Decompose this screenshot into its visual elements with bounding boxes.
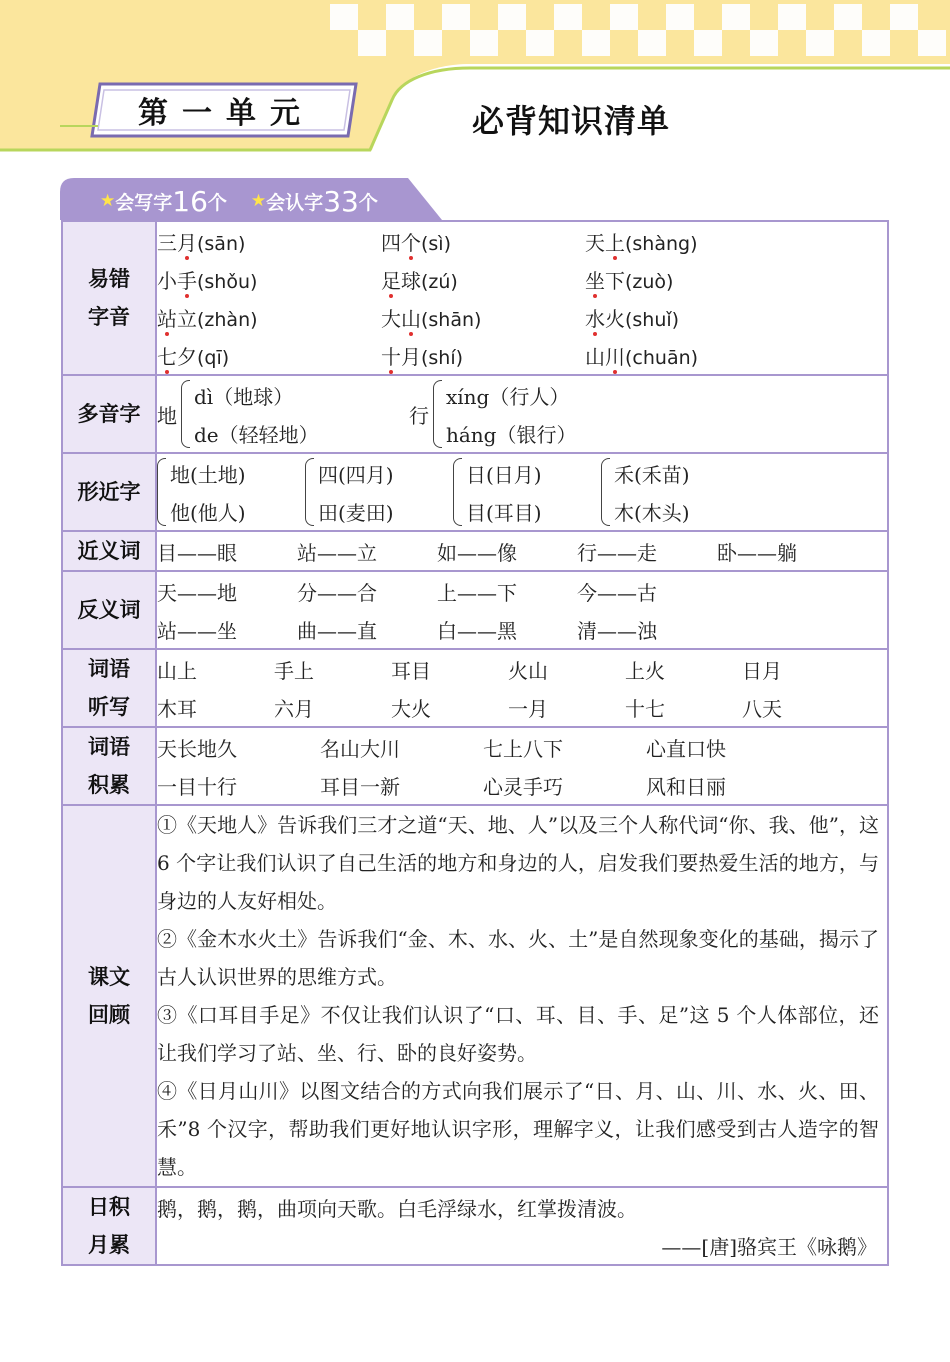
word-char: 个: [401, 227, 421, 256]
word-char: 山: [401, 303, 421, 332]
pronunciation-row: [157, 222, 887, 260]
review-paragraph: ③《口耳目手足》不仅让我们认识了“口、耳、目、手、足”这 5 个人体部位，还让我们学习了站、坐、行、卧的良好姿势。: [157, 1003, 879, 1065]
pronunciation-item: [381, 341, 585, 370]
daily-content: [156, 1187, 888, 1265]
dictation-item: 木耳: [157, 696, 197, 721]
review-paragraph: ①《天地人》告诉我们三才之道“天、地、人”以及三个人称代词“你、我、他”，这 6 个字让我们认识了自己生活的地方和身边的人，启发我们要热爱生活的地方，与身边的人友好相处。: [157, 813, 879, 913]
poem-text: 鹅，鹅，鹅，曲项向天歌。白毛浮绿水，红掌拨清波。: [157, 1196, 637, 1221]
label-dictation: 词语 听写: [62, 649, 156, 727]
dictation-item: 上火: [625, 658, 665, 683]
label-antonyms: 反义词: [62, 571, 156, 649]
pronunciation-row: [157, 336, 887, 374]
synonym-row: [157, 532, 887, 570]
pronunciation-item: [585, 227, 785, 256]
polyphone-group: [157, 376, 409, 452]
word-char: 十: [381, 341, 401, 370]
similar-shape-group: [453, 454, 601, 530]
word-char: 小: [157, 268, 177, 293]
synonym-item: 如——像: [437, 540, 517, 565]
word-char: 球: [401, 268, 421, 293]
label-daily: 日积 月累: [62, 1187, 156, 1265]
dictation-item: 耳目: [391, 658, 431, 683]
antonym-row: [157, 610, 887, 648]
similar-shape-item: 木(木头): [614, 500, 690, 525]
polyphone-char: 行: [409, 403, 429, 428]
word-char: 手: [177, 265, 197, 294]
row-similar-shapes: [62, 453, 888, 531]
unit-title: 第一单元: [138, 96, 314, 131]
similar-shape-item: 他(他人): [170, 500, 246, 525]
dictation-item: 十七: [625, 696, 665, 721]
label-pronunciation: 易错 字音: [62, 221, 156, 375]
label-accumulation: 词语 积累: [62, 727, 156, 805]
accumulation-row: [157, 766, 887, 804]
row-daily: [62, 1187, 888, 1265]
similar-shape-group: [305, 454, 453, 530]
pronunciation-item: [157, 227, 381, 256]
pronunciation-content: [156, 221, 888, 375]
word-char: 七: [157, 341, 177, 370]
synonym-item: 目——眼: [157, 540, 237, 565]
brace-icon: [157, 458, 166, 526]
row-review: [62, 805, 888, 1187]
pinyin: (zhàn): [197, 308, 258, 331]
synonym-item: 站——立: [297, 540, 377, 565]
similar-shape-item: 田(麦田): [318, 500, 394, 525]
polyphone-groups: [157, 376, 887, 452]
pinyin: (qī): [197, 346, 230, 369]
character-count-text: ★ 会写字 16 个 ★ 会认字 33 个: [100, 184, 378, 218]
pinyin: (shǒu): [197, 270, 258, 293]
row-accumulation: [62, 727, 888, 805]
row-polyphones: [62, 375, 888, 453]
antonym-row: [157, 572, 887, 610]
antonym-item: 天——地: [157, 580, 237, 605]
similar-shapes-content: [156, 453, 888, 531]
dictation-item: 大火: [391, 696, 431, 721]
word-char: 下: [605, 268, 625, 293]
brace-icon: [433, 380, 442, 448]
antonym-item: 上——下: [437, 580, 517, 605]
similar-shape-item: 禾(禾苗): [614, 462, 690, 487]
pinyin: (chuān): [625, 346, 699, 369]
word-char: 四: [381, 230, 401, 255]
polyphone-readings: [446, 376, 577, 452]
label-synonyms: 近义词: [62, 531, 156, 571]
word-char: 火: [605, 306, 625, 331]
antonym-item: 清——浊: [577, 618, 657, 643]
pinyin: (shuǐ): [625, 308, 680, 331]
row-antonyms: [62, 571, 888, 649]
similar-shape-group: [157, 454, 305, 530]
word-char: 足: [381, 265, 401, 294]
pinyin: (shí): [421, 346, 464, 369]
word-char: 水: [585, 303, 605, 332]
similar-shape-pair: [466, 454, 542, 530]
poem-author: ——[唐]骆宾王《咏鹅》: [661, 1234, 877, 1259]
polyphones-content: [156, 375, 888, 453]
pronunciation-item: [157, 341, 381, 370]
antonym-item: 曲——直: [297, 618, 377, 643]
antonym-item: 今——古: [577, 580, 657, 605]
word-char: 月: [401, 344, 421, 369]
star-icon: ★: [250, 191, 267, 211]
pinyin: (zuò): [625, 270, 674, 293]
review-paragraph: ④《日月山川》以图文结合的方式向我们展示了“日、月、山、川、水、火、田、禾”8 个汉字，帮助我们更好地认识字形，理解字义，让我们感受到古人造字的智慧。: [157, 1079, 879, 1179]
label-polyphones: 多音字: [62, 375, 156, 453]
polyphone-group: [409, 376, 709, 452]
similar-shape-item: 日(日月): [466, 462, 542, 487]
polyphone-char: 地: [157, 403, 177, 428]
accumulation-item: 七上八下: [483, 736, 563, 761]
pronunciation-item: [585, 303, 785, 332]
similar-shape-pair: [614, 454, 690, 530]
dictation-item: 日月: [742, 658, 782, 683]
dictation-item: 六月: [274, 696, 314, 721]
similar-shape-item: 四(四月): [318, 462, 394, 487]
word-char: 天: [585, 230, 605, 255]
accumulation-item: 风和日丽: [646, 774, 726, 799]
label-similar-shapes: 形近字: [62, 453, 156, 531]
polyphone-reading: háng（银行）: [446, 422, 577, 447]
similar-shape-item: 地(土地): [170, 462, 246, 487]
word-char: 山: [585, 344, 605, 369]
brace-icon: [601, 458, 610, 526]
dictation-row: [157, 688, 887, 726]
word-char: 三: [157, 230, 177, 255]
accumulation-item: 名山大川: [320, 736, 400, 761]
antonym-item: 分——合: [297, 580, 377, 605]
pronunciation-item: [157, 303, 381, 332]
similar-shape-group: [601, 454, 749, 530]
dictation-item: 山上: [157, 658, 197, 683]
label-review: 课文 回顾: [62, 805, 156, 1187]
word-char: 坐: [585, 265, 605, 294]
pronunciation-row: [157, 260, 887, 298]
word-char: 川: [605, 341, 625, 370]
synonym-item: 卧——躺: [717, 540, 797, 565]
page-title: 必背知识清单: [472, 102, 671, 140]
word-char: 站: [157, 303, 177, 332]
dictation-item: 一月: [508, 696, 548, 721]
pinyin: (shān): [421, 308, 482, 331]
word-char: 立: [177, 306, 197, 331]
row-dictation: [62, 649, 888, 727]
antonym-item: 白——黑: [437, 618, 517, 643]
pinyin: (zú): [421, 270, 458, 293]
dictation-content: [156, 649, 888, 727]
knowledge-table: [61, 220, 889, 1266]
accumulation-content: [156, 727, 888, 805]
dictation-item: 手上: [274, 658, 314, 683]
similar-shape-item: 目(耳目): [466, 500, 542, 525]
dictation-item: 八天: [742, 696, 782, 721]
polyphone-reading: xíng（行人）: [446, 384, 570, 409]
synonym-item: 行——走: [577, 540, 657, 565]
similar-shape-groups: [157, 454, 887, 530]
accumulation-item: 天长地久: [157, 736, 237, 761]
word-char: 大: [381, 306, 401, 331]
pinyin: (shàng): [625, 232, 698, 255]
similar-shape-pair: [170, 454, 246, 530]
brace-icon: [453, 458, 462, 526]
accumulation-row: [157, 728, 887, 766]
brace-icon: [305, 458, 314, 526]
synonyms-content: [156, 531, 888, 571]
brace-icon: [181, 380, 190, 448]
word-char: 上: [605, 227, 625, 256]
word-char: 夕: [177, 344, 197, 369]
pronunciation-item: [381, 303, 585, 332]
word-char: 月: [177, 227, 197, 256]
accumulation-item: 一目十行: [157, 774, 237, 799]
polyphone-readings: [194, 376, 319, 452]
polyphone-reading: de（轻轻地）: [194, 422, 319, 447]
row-pronunciation: [62, 221, 888, 375]
review-content: [156, 805, 888, 1187]
antonym-item: 站——坐: [157, 618, 237, 643]
row-synonyms: [62, 531, 888, 571]
accumulation-item: 心灵手巧: [483, 774, 563, 799]
pronunciation-item: [585, 341, 785, 370]
review-paragraph: ②《金木水火土》告诉我们“金、木、水、火、土”是自然现象变化的基础，揭示了古人认识世界的思维方式。: [157, 927, 879, 989]
pronunciation-item: [381, 227, 585, 256]
pronunciation-item: [585, 265, 785, 294]
pinyin: (sān): [197, 232, 246, 255]
pronunciation-item: [157, 265, 381, 294]
pronunciation-row: [157, 298, 887, 336]
pinyin: (sì): [421, 232, 452, 255]
similar-shape-pair: [318, 454, 394, 530]
accumulation-item: 耳目一新: [320, 774, 400, 799]
dictation-row: [157, 650, 887, 688]
star-icon: ★: [100, 191, 116, 211]
dictation-item: 火山: [508, 658, 548, 683]
polyphone-reading: dì（地球）: [194, 384, 294, 409]
accumulation-item: 心直口快: [646, 736, 726, 761]
pronunciation-item: [381, 265, 585, 294]
antonyms-content: [156, 571, 888, 649]
